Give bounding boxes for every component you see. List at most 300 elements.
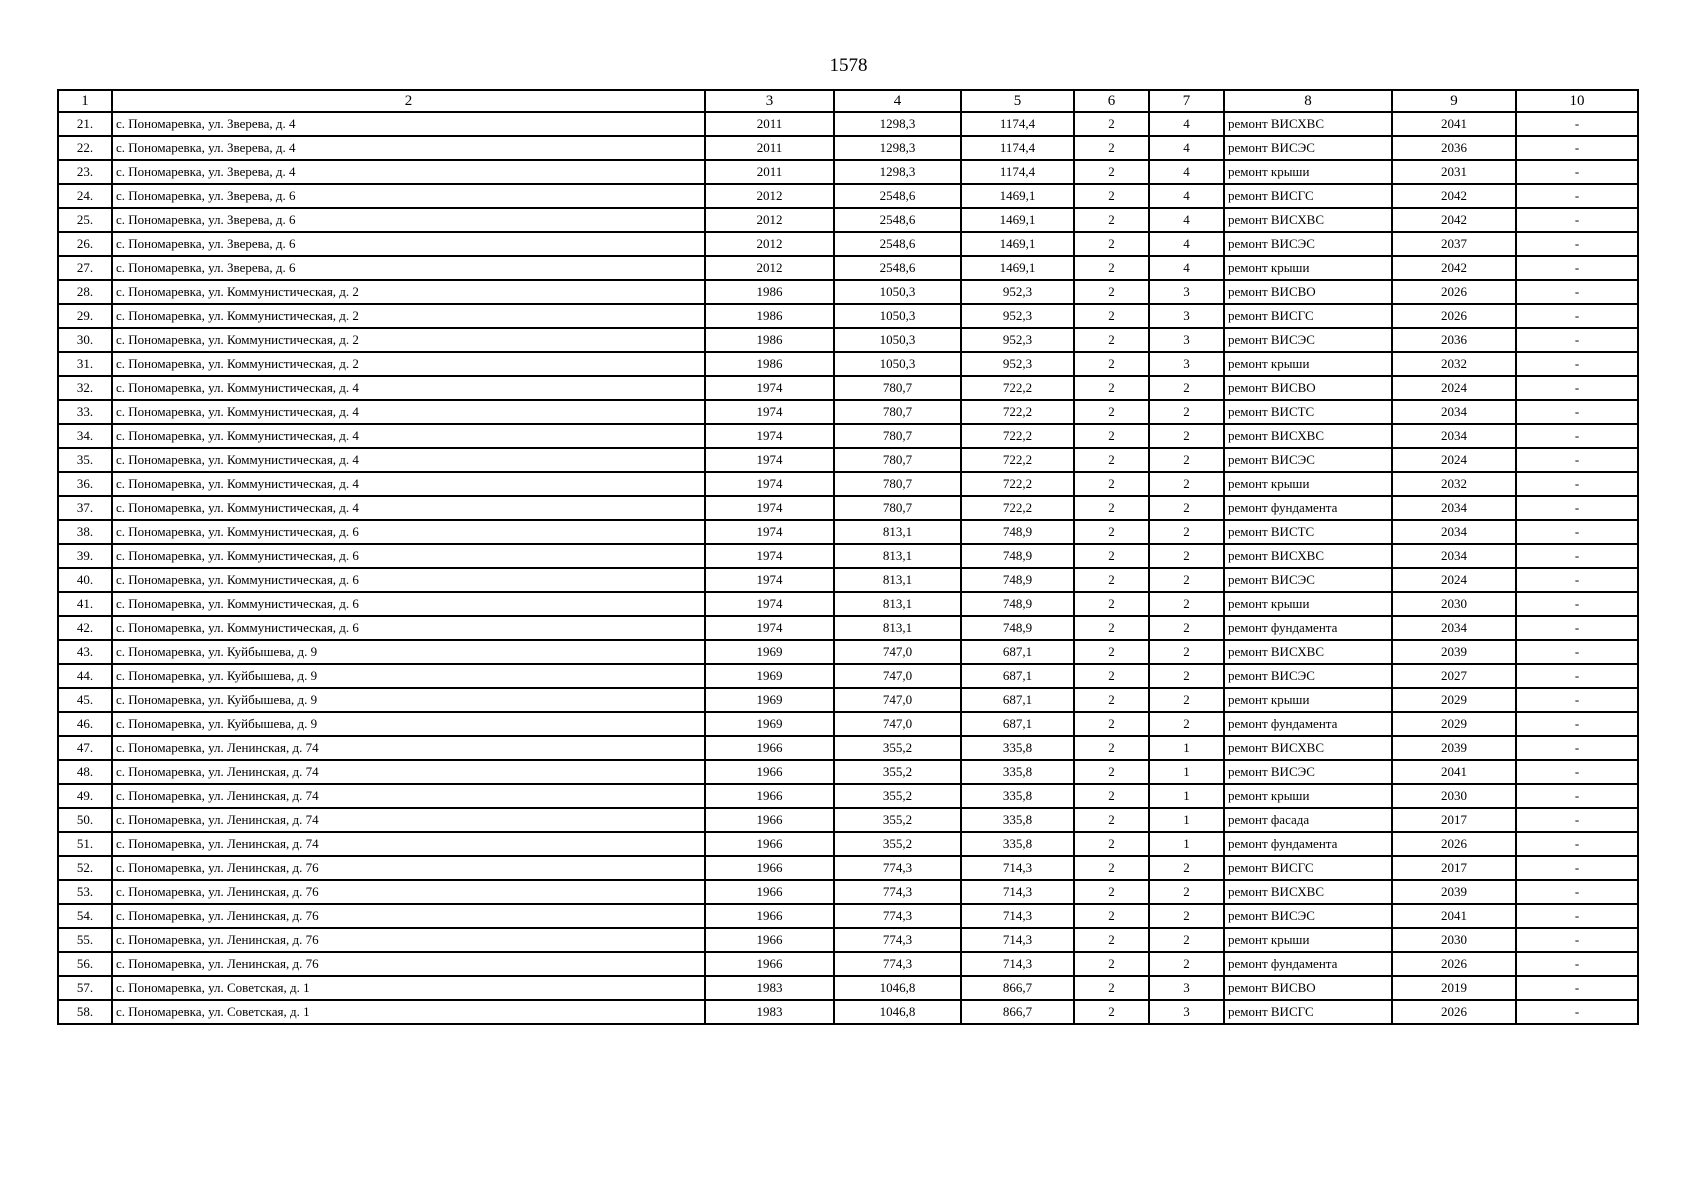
total-area-cell: 2548,6 — [834, 232, 961, 256]
floors-cell: 2 — [1074, 664, 1149, 688]
work-type-cell: ремонт ВИСХВС — [1224, 424, 1392, 448]
work-type-cell: ремонт ВИСВО — [1224, 976, 1392, 1000]
table-row — [58, 856, 1638, 880]
note-cell: - — [1516, 592, 1638, 616]
note-cell: - — [1516, 472, 1638, 496]
address-cell: с. Пономаревка, ул. Коммунистическая, д. 4 — [112, 376, 705, 400]
living-area-cell: 714,3 — [961, 880, 1074, 904]
living-area-cell: 952,3 — [961, 304, 1074, 328]
note-cell: - — [1516, 952, 1638, 976]
table-row — [58, 640, 1638, 664]
build-year-cell: 1966 — [705, 736, 834, 760]
row-number-cell: 26. — [58, 232, 112, 256]
work-type-cell: ремонт ВИСГС — [1224, 304, 1392, 328]
total-area-cell: 1050,3 — [834, 328, 961, 352]
row-number-cell: 55. — [58, 928, 112, 952]
address-cell: с. Пономаревка, ул. Зверева, д. 6 — [112, 256, 705, 280]
build-year-cell: 1974 — [705, 472, 834, 496]
total-area-cell: 774,3 — [834, 880, 961, 904]
address-cell: с. Пономаревка, ул. Ленинская, д. 76 — [112, 880, 705, 904]
living-area-cell: 335,8 — [961, 736, 1074, 760]
total-area-cell: 780,7 — [834, 424, 961, 448]
address-cell: с. Пономаревка, ул. Коммунистическая, д. 4 — [112, 400, 705, 424]
entrances-cell: 2 — [1149, 640, 1224, 664]
floors-cell: 2 — [1074, 736, 1149, 760]
address-cell: с. Пономаревка, ул. Коммунистическая, д. 2 — [112, 280, 705, 304]
build-year-cell: 1974 — [705, 520, 834, 544]
note-cell: - — [1516, 904, 1638, 928]
total-area-cell: 1046,8 — [834, 976, 961, 1000]
row-number-cell: 30. — [58, 328, 112, 352]
floors-cell: 2 — [1074, 856, 1149, 880]
planned-year-cell: 2039 — [1392, 640, 1516, 664]
note-cell: - — [1516, 688, 1638, 712]
floors-cell: 2 — [1074, 184, 1149, 208]
build-year-cell: 2011 — [705, 112, 834, 136]
entrances-cell: 4 — [1149, 136, 1224, 160]
work-type-cell: ремонт крыши — [1224, 472, 1392, 496]
row-number-cell: 21. — [58, 112, 112, 136]
row-number-cell: 42. — [58, 616, 112, 640]
note-cell: - — [1516, 208, 1638, 232]
note-cell: - — [1516, 736, 1638, 760]
row-number-cell: 49. — [58, 784, 112, 808]
address-cell: с. Пономаревка, ул. Зверева, д. 4 — [112, 160, 705, 184]
row-number-cell: 52. — [58, 856, 112, 880]
address-cell: с. Пономаревка, ул. Ленинская, д. 74 — [112, 808, 705, 832]
entrances-cell: 2 — [1149, 880, 1224, 904]
table-row — [58, 256, 1638, 280]
floors-cell: 2 — [1074, 928, 1149, 952]
entrances-cell: 1 — [1149, 736, 1224, 760]
row-number-cell: 58. — [58, 1000, 112, 1024]
table-row — [58, 496, 1638, 520]
table-row — [58, 736, 1638, 760]
floors-cell: 2 — [1074, 688, 1149, 712]
address-cell: с. Пономаревка, ул. Коммунистическая, д. 6 — [112, 544, 705, 568]
build-year-cell: 1986 — [705, 328, 834, 352]
work-type-cell: ремонт ВИСЭС — [1224, 568, 1392, 592]
row-number-cell: 57. — [58, 976, 112, 1000]
total-area-cell: 813,1 — [834, 520, 961, 544]
entrances-cell: 1 — [1149, 760, 1224, 784]
note-cell: - — [1516, 280, 1638, 304]
living-area-cell: 722,2 — [961, 400, 1074, 424]
row-number-cell: 46. — [58, 712, 112, 736]
living-area-cell: 748,9 — [961, 544, 1074, 568]
entrances-cell: 2 — [1149, 424, 1224, 448]
address-cell: с. Пономаревка, ул. Зверева, д. 6 — [112, 184, 705, 208]
table-row — [58, 568, 1638, 592]
floors-cell: 2 — [1074, 544, 1149, 568]
work-type-cell: ремонт крыши — [1224, 160, 1392, 184]
entrances-cell: 4 — [1149, 256, 1224, 280]
note-cell: - — [1516, 928, 1638, 952]
table-row — [58, 232, 1638, 256]
floors-cell: 2 — [1074, 808, 1149, 832]
build-year-cell: 1974 — [705, 544, 834, 568]
note-cell: - — [1516, 760, 1638, 784]
living-area-cell: 722,2 — [961, 376, 1074, 400]
work-type-cell: ремонт крыши — [1224, 928, 1392, 952]
row-number-cell: 25. — [58, 208, 112, 232]
note-cell: - — [1516, 328, 1638, 352]
living-area-cell: 687,1 — [961, 688, 1074, 712]
living-area-cell: 1174,4 — [961, 160, 1074, 184]
note-cell: - — [1516, 304, 1638, 328]
floors-cell: 2 — [1074, 232, 1149, 256]
work-type-cell: ремонт фундамента — [1224, 832, 1392, 856]
col-header-3: 3 — [705, 90, 834, 112]
build-year-cell: 2012 — [705, 184, 834, 208]
total-area-cell: 813,1 — [834, 592, 961, 616]
total-area-cell: 780,7 — [834, 496, 961, 520]
address-cell: с. Пономаревка, ул. Ленинская, д. 76 — [112, 904, 705, 928]
total-area-cell: 355,2 — [834, 760, 961, 784]
total-area-cell: 747,0 — [834, 640, 961, 664]
address-cell: с. Пономаревка, ул. Куйбышева, д. 9 — [112, 712, 705, 736]
row-number-cell: 41. — [58, 592, 112, 616]
build-year-cell: 1966 — [705, 904, 834, 928]
total-area-cell: 2548,6 — [834, 184, 961, 208]
floors-cell: 2 — [1074, 640, 1149, 664]
living-area-cell: 722,2 — [961, 496, 1074, 520]
total-area-cell: 747,0 — [834, 664, 961, 688]
note-cell: - — [1516, 712, 1638, 736]
work-type-cell: ремонт ВИСХВС — [1224, 112, 1392, 136]
row-number-cell: 36. — [58, 472, 112, 496]
col-header-7: 7 — [1149, 90, 1224, 112]
total-area-cell: 1050,3 — [834, 352, 961, 376]
entrances-cell: 2 — [1149, 712, 1224, 736]
work-type-cell: ремонт крыши — [1224, 352, 1392, 376]
note-cell: - — [1516, 184, 1638, 208]
address-cell: с. Пономаревка, ул. Ленинская, д. 74 — [112, 832, 705, 856]
entrances-cell: 3 — [1149, 280, 1224, 304]
row-number-cell: 35. — [58, 448, 112, 472]
entrances-cell: 2 — [1149, 472, 1224, 496]
row-number-cell: 34. — [58, 424, 112, 448]
planned-year-cell: 2034 — [1392, 616, 1516, 640]
note-cell: - — [1516, 352, 1638, 376]
entrances-cell: 2 — [1149, 448, 1224, 472]
table-row — [58, 304, 1638, 328]
living-area-cell: 1469,1 — [961, 184, 1074, 208]
table-row — [58, 880, 1638, 904]
repair-schedule-table — [57, 89, 1639, 1025]
table-row — [58, 664, 1638, 688]
note-cell: - — [1516, 496, 1638, 520]
table-row — [58, 808, 1638, 832]
planned-year-cell: 2041 — [1392, 904, 1516, 928]
total-area-cell: 2548,6 — [834, 256, 961, 280]
build-year-cell: 1983 — [705, 976, 834, 1000]
table-row — [58, 712, 1638, 736]
table-row — [58, 184, 1638, 208]
total-area-cell: 747,0 — [834, 688, 961, 712]
note-cell: - — [1516, 112, 1638, 136]
total-area-cell: 774,3 — [834, 904, 961, 928]
row-number-cell: 48. — [58, 760, 112, 784]
address-cell: с. Пономаревка, ул. Коммунистическая, д. 4 — [112, 496, 705, 520]
note-cell: - — [1516, 232, 1638, 256]
build-year-cell: 1969 — [705, 664, 834, 688]
floors-cell: 2 — [1074, 832, 1149, 856]
planned-year-cell: 2042 — [1392, 184, 1516, 208]
planned-year-cell: 2017 — [1392, 808, 1516, 832]
total-area-cell: 774,3 — [834, 856, 961, 880]
build-year-cell: 1966 — [705, 928, 834, 952]
note-cell: - — [1516, 832, 1638, 856]
work-type-cell: ремонт ВИСХВС — [1224, 736, 1392, 760]
planned-year-cell: 2032 — [1392, 352, 1516, 376]
entrances-cell: 4 — [1149, 160, 1224, 184]
floors-cell: 2 — [1074, 784, 1149, 808]
note-cell: - — [1516, 976, 1638, 1000]
living-area-cell: 335,8 — [961, 760, 1074, 784]
table-body — [58, 112, 1638, 1024]
floors-cell: 2 — [1074, 880, 1149, 904]
total-area-cell: 1298,3 — [834, 112, 961, 136]
living-area-cell: 335,8 — [961, 832, 1074, 856]
living-area-cell: 335,8 — [961, 784, 1074, 808]
planned-year-cell: 2029 — [1392, 712, 1516, 736]
living-area-cell: 722,2 — [961, 472, 1074, 496]
entrances-cell: 2 — [1149, 400, 1224, 424]
planned-year-cell: 2024 — [1392, 568, 1516, 592]
table-row — [58, 616, 1638, 640]
address-cell: с. Пономаревка, ул. Коммунистическая, д. 4 — [112, 424, 705, 448]
living-area-cell: 1174,4 — [961, 136, 1074, 160]
entrances-cell: 3 — [1149, 304, 1224, 328]
row-number-cell: 50. — [58, 808, 112, 832]
entrances-cell: 2 — [1149, 568, 1224, 592]
col-header-5: 5 — [961, 90, 1074, 112]
table-row — [58, 592, 1638, 616]
total-area-cell: 780,7 — [834, 400, 961, 424]
address-cell: с. Пономаревка, ул. Коммунистическая, д. 2 — [112, 328, 705, 352]
row-number-cell: 22. — [58, 136, 112, 160]
work-type-cell: ремонт ВИСЭС — [1224, 760, 1392, 784]
entrances-cell: 1 — [1149, 808, 1224, 832]
col-header-2: 2 — [112, 90, 705, 112]
floors-cell: 2 — [1074, 352, 1149, 376]
work-type-cell: ремонт крыши — [1224, 592, 1392, 616]
total-area-cell: 355,2 — [834, 784, 961, 808]
planned-year-cell: 2030 — [1392, 592, 1516, 616]
note-cell: - — [1516, 544, 1638, 568]
address-cell: с. Пономаревка, ул. Советская, д. 1 — [112, 976, 705, 1000]
entrances-cell: 2 — [1149, 616, 1224, 640]
build-year-cell: 1966 — [705, 784, 834, 808]
entrances-cell: 2 — [1149, 544, 1224, 568]
floors-cell: 2 — [1074, 520, 1149, 544]
row-number-cell: 27. — [58, 256, 112, 280]
planned-year-cell: 2041 — [1392, 112, 1516, 136]
entrances-cell: 2 — [1149, 856, 1224, 880]
total-area-cell: 813,1 — [834, 616, 961, 640]
address-cell: с. Пономаревка, ул. Коммунистическая, д. 6 — [112, 520, 705, 544]
row-number-cell: 39. — [58, 544, 112, 568]
build-year-cell: 2012 — [705, 208, 834, 232]
total-area-cell: 774,3 — [834, 952, 961, 976]
total-area-cell: 780,7 — [834, 448, 961, 472]
row-number-cell: 45. — [58, 688, 112, 712]
note-cell: - — [1516, 424, 1638, 448]
floors-cell: 2 — [1074, 376, 1149, 400]
living-area-cell: 748,9 — [961, 568, 1074, 592]
living-area-cell: 714,3 — [961, 856, 1074, 880]
total-area-cell: 355,2 — [834, 736, 961, 760]
total-area-cell: 355,2 — [834, 808, 961, 832]
living-area-cell: 335,8 — [961, 808, 1074, 832]
row-number-cell: 37. — [58, 496, 112, 520]
living-area-cell: 748,9 — [961, 616, 1074, 640]
row-number-cell: 24. — [58, 184, 112, 208]
planned-year-cell: 2026 — [1392, 304, 1516, 328]
floors-cell: 2 — [1074, 160, 1149, 184]
note-cell: - — [1516, 400, 1638, 424]
table-row — [58, 328, 1638, 352]
table-row — [58, 760, 1638, 784]
living-area-cell: 1174,4 — [961, 112, 1074, 136]
planned-year-cell: 2026 — [1392, 952, 1516, 976]
row-number-cell: 53. — [58, 880, 112, 904]
note-cell: - — [1516, 808, 1638, 832]
planned-year-cell: 2036 — [1392, 328, 1516, 352]
floors-cell: 2 — [1074, 448, 1149, 472]
build-year-cell: 1966 — [705, 880, 834, 904]
work-type-cell: ремонт ВИСЭС — [1224, 664, 1392, 688]
page-number: 1578 — [829, 55, 868, 76]
work-type-cell: ремонт фасада — [1224, 808, 1392, 832]
entrances-cell: 3 — [1149, 1000, 1224, 1024]
total-area-cell: 355,2 — [834, 832, 961, 856]
planned-year-cell: 2042 — [1392, 208, 1516, 232]
work-type-cell: ремонт ВИСХВС — [1224, 640, 1392, 664]
note-cell: - — [1516, 160, 1638, 184]
planned-year-cell: 2034 — [1392, 400, 1516, 424]
address-cell: с. Пономаревка, ул. Коммунистическая, д. 6 — [112, 616, 705, 640]
col-header-6: 6 — [1074, 90, 1149, 112]
row-number-cell: 29. — [58, 304, 112, 328]
planned-year-cell: 2019 — [1392, 976, 1516, 1000]
total-area-cell: 2548,6 — [834, 208, 961, 232]
build-year-cell: 1966 — [705, 832, 834, 856]
build-year-cell: 1974 — [705, 496, 834, 520]
address-cell: с. Пономаревка, ул. Коммунистическая, д. 4 — [112, 472, 705, 496]
build-year-cell: 2011 — [705, 136, 834, 160]
entrances-cell: 3 — [1149, 352, 1224, 376]
total-area-cell: 774,3 — [834, 928, 961, 952]
build-year-cell: 1986 — [705, 280, 834, 304]
total-area-cell: 1046,8 — [834, 1000, 961, 1024]
address-cell: с. Пономаревка, ул. Ленинская, д. 74 — [112, 736, 705, 760]
planned-year-cell: 2034 — [1392, 424, 1516, 448]
note-cell: - — [1516, 664, 1638, 688]
work-type-cell: ремонт ВИСГС — [1224, 184, 1392, 208]
work-type-cell: ремонт ВИСВО — [1224, 280, 1392, 304]
table-row — [58, 688, 1638, 712]
table-row — [58, 208, 1638, 232]
total-area-cell: 1298,3 — [834, 136, 961, 160]
floors-cell: 2 — [1074, 976, 1149, 1000]
total-area-cell: 1298,3 — [834, 160, 961, 184]
planned-year-cell: 2042 — [1392, 256, 1516, 280]
build-year-cell: 2011 — [705, 160, 834, 184]
row-number-cell: 23. — [58, 160, 112, 184]
table-row — [58, 904, 1638, 928]
entrances-cell: 3 — [1149, 328, 1224, 352]
address-cell: с. Пономаревка, ул. Ленинская, д. 74 — [112, 760, 705, 784]
build-year-cell: 1966 — [705, 856, 834, 880]
note-cell: - — [1516, 376, 1638, 400]
planned-year-cell: 2039 — [1392, 736, 1516, 760]
work-type-cell: ремонт ВИСТС — [1224, 520, 1392, 544]
total-area-cell: 813,1 — [834, 568, 961, 592]
floors-cell: 2 — [1074, 280, 1149, 304]
work-type-cell: ремонт ВИСТС — [1224, 400, 1392, 424]
note-cell: - — [1516, 448, 1638, 472]
total-area-cell: 1050,3 — [834, 304, 961, 328]
total-area-cell: 1050,3 — [834, 280, 961, 304]
build-year-cell: 1974 — [705, 616, 834, 640]
planned-year-cell: 2024 — [1392, 448, 1516, 472]
row-number-cell: 32. — [58, 376, 112, 400]
row-number-cell: 43. — [58, 640, 112, 664]
planned-year-cell: 2041 — [1392, 760, 1516, 784]
col-header-4: 4 — [834, 90, 961, 112]
living-area-cell: 748,9 — [961, 520, 1074, 544]
living-area-cell: 952,3 — [961, 280, 1074, 304]
planned-year-cell: 2029 — [1392, 688, 1516, 712]
build-year-cell: 1969 — [705, 712, 834, 736]
floors-cell: 2 — [1074, 424, 1149, 448]
entrances-cell: 4 — [1149, 112, 1224, 136]
table-row — [58, 160, 1638, 184]
work-type-cell: ремонт крыши — [1224, 784, 1392, 808]
living-area-cell: 687,1 — [961, 712, 1074, 736]
col-header-9: 9 — [1392, 90, 1516, 112]
entrances-cell: 2 — [1149, 592, 1224, 616]
living-area-cell: 714,3 — [961, 952, 1074, 976]
table-row — [58, 1000, 1638, 1024]
planned-year-cell: 2032 — [1392, 472, 1516, 496]
floors-cell: 2 — [1074, 256, 1149, 280]
living-area-cell: 866,7 — [961, 976, 1074, 1000]
build-year-cell: 1986 — [705, 352, 834, 376]
address-cell: с. Пономаревка, ул. Ленинская, д. 76 — [112, 928, 705, 952]
address-cell: с. Пономаревка, ул. Зверева, д. 4 — [112, 112, 705, 136]
total-area-cell: 813,1 — [834, 544, 961, 568]
row-number-cell: 44. — [58, 664, 112, 688]
build-year-cell: 1969 — [705, 640, 834, 664]
note-cell: - — [1516, 568, 1638, 592]
total-area-cell: 747,0 — [834, 712, 961, 736]
planned-year-cell: 2026 — [1392, 1000, 1516, 1024]
header-row — [58, 90, 1638, 112]
floors-cell: 2 — [1074, 400, 1149, 424]
planned-year-cell: 2034 — [1392, 496, 1516, 520]
planned-year-cell: 2030 — [1392, 928, 1516, 952]
work-type-cell: ремонт ВИСЭС — [1224, 328, 1392, 352]
note-cell: - — [1516, 520, 1638, 544]
note-cell: - — [1516, 880, 1638, 904]
work-type-cell: ремонт крыши — [1224, 256, 1392, 280]
work-type-cell: ремонт ВИСВО — [1224, 376, 1392, 400]
floors-cell: 2 — [1074, 472, 1149, 496]
floors-cell: 2 — [1074, 496, 1149, 520]
